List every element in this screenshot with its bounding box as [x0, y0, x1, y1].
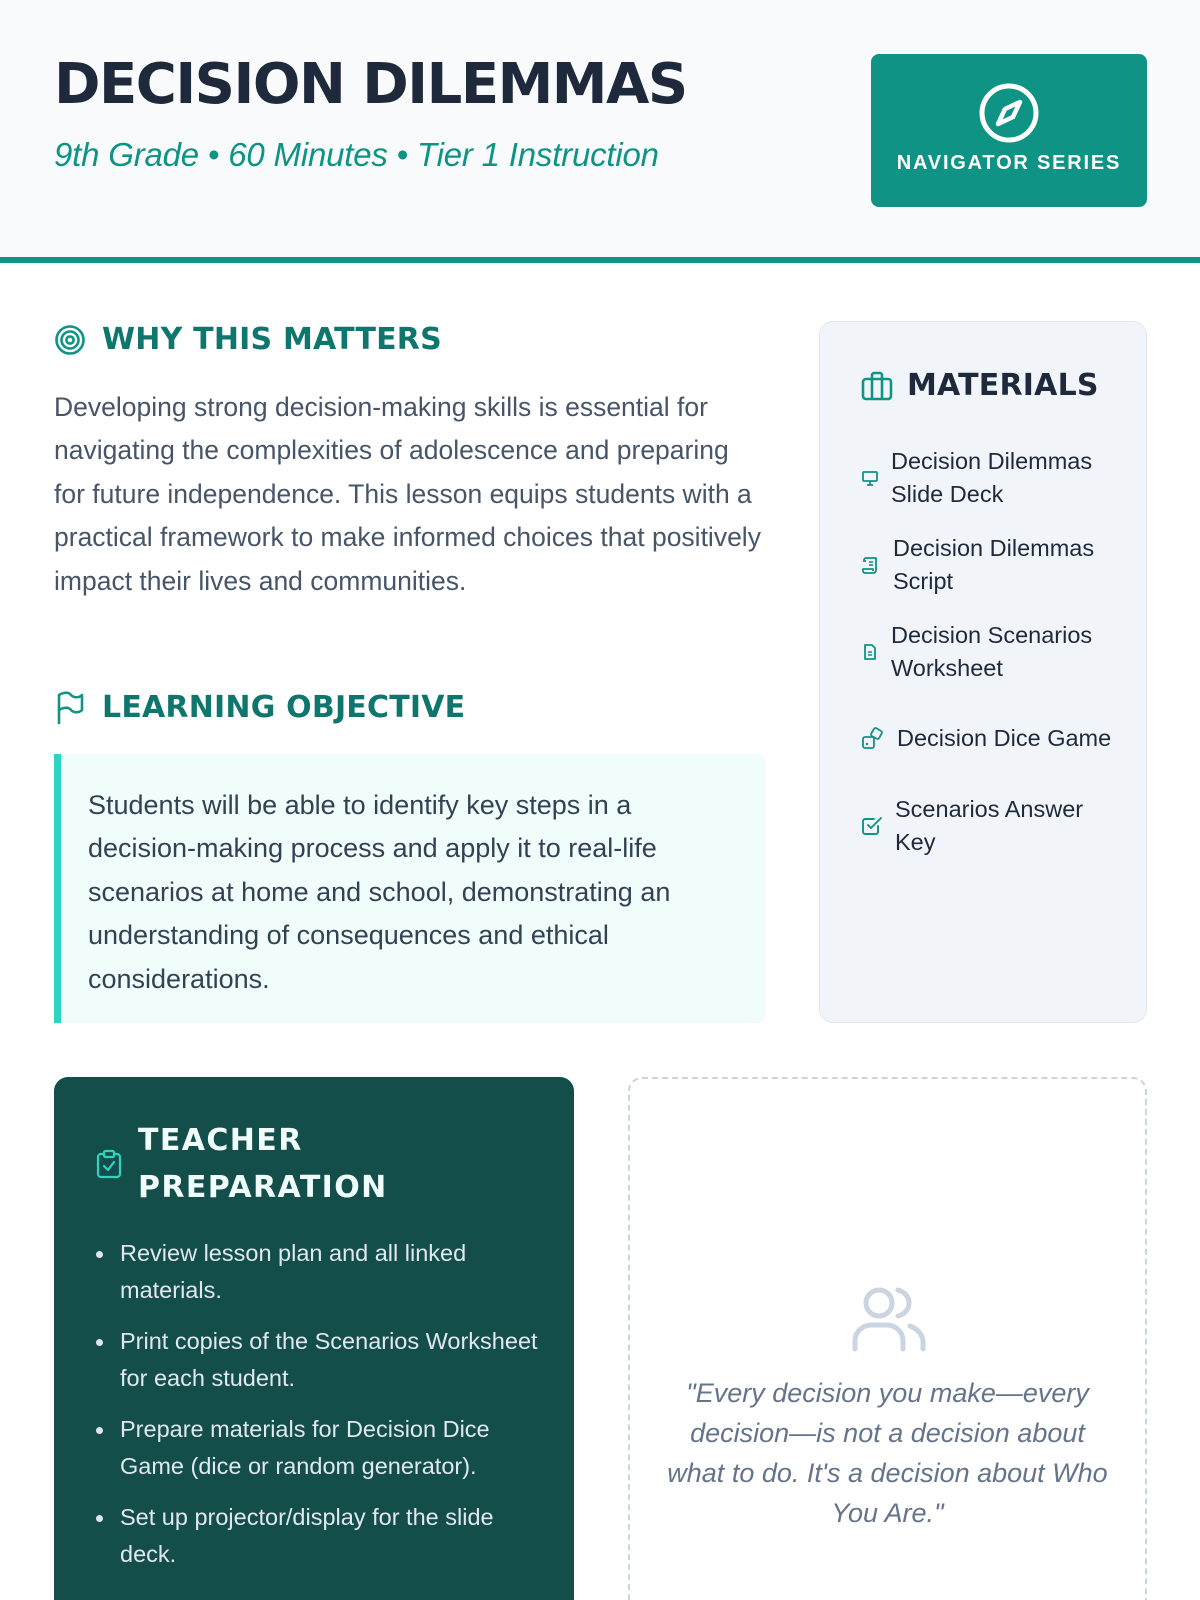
prep-item: Set up projector/display for the slide deck. — [120, 1499, 540, 1573]
prep-item: Review lesson plan and all linked materials. — [120, 1235, 540, 1309]
prep-heading — [96, 1117, 458, 1211]
material-item[interactable] — [861, 434, 1121, 521]
objective-heading — [54, 690, 465, 725]
why-body: Developing strong decision-making skills is essential for navigating the complexities of adolescence and preparing for future independence. This lesson equips students with a practical framework to make informed choices that positively impact their lives and communities. — [54, 392, 761, 596]
prep-list — [120, 1235, 540, 1587]
clipboard-check-icon — [96, 1149, 122, 1179]
page-header — [0, 0, 1200, 263]
materials-panel — [819, 321, 1147, 1023]
material-label: Decision Dilemmas Slide Deck — [891, 447, 1093, 507]
material-label: Decision Dice Game — [897, 725, 1112, 751]
file-text-icon — [861, 643, 879, 661]
series-badge — [871, 54, 1147, 207]
material-item[interactable] — [861, 521, 1121, 608]
page-title: DECISION DILEMMAS — [54, 52, 687, 117]
why-heading — [54, 322, 442, 357]
quote-text: "Every decision you make—every decision—is not a decision about what to do. It's a decision about Who You Are." — [667, 1378, 1108, 1528]
scroll-icon — [861, 555, 881, 575]
briefcase-icon — [861, 371, 893, 401]
badge-label: NAVIGATOR SERIES — [896, 152, 1122, 174]
materials-heading-text: MATERIALS — [907, 368, 1099, 403]
check-square-icon — [861, 815, 883, 837]
material-item[interactable] — [861, 608, 1121, 695]
presentation-icon — [861, 469, 879, 487]
material-label: Scenarios Answer Key — [895, 795, 1084, 855]
prep-item: Print copies of the Scenarios Worksheet for each student. — [120, 1323, 540, 1397]
users-icon — [852, 1283, 926, 1353]
prep-item: Prepare materials for Decision Dice Game (dice or random generator). — [120, 1411, 540, 1485]
material-label: Decision Scenarios Worksheet — [891, 621, 1093, 681]
page-subtitle: 9th Grade • 60 Minutes • Tier 1 Instruction — [54, 136, 659, 173]
material-label: Decision Dilemmas Script — [893, 534, 1095, 594]
materials-heading — [861, 368, 1099, 403]
quote-panel — [628, 1077, 1147, 1600]
compass-icon — [978, 82, 1040, 144]
materials-list — [861, 434, 1121, 869]
flag-icon — [54, 691, 86, 725]
target-icon — [54, 324, 86, 356]
material-item[interactable] — [861, 695, 1121, 782]
objective-callout — [54, 754, 766, 1023]
teacher-prep-panel — [54, 1077, 574, 1600]
dice-icon — [861, 727, 885, 751]
why-heading-text: WHY THIS MATTERS — [102, 322, 442, 357]
prep-heading-text: TEACHER PREPARATION — [138, 1123, 388, 1205]
objective-heading-text: LEARNING OBJECTIVE — [102, 690, 466, 725]
material-item[interactable] — [861, 782, 1121, 869]
objective-body: Students will be able to identify key steps in a decision-making process and apply it to real-life scenarios at home and school, demonstrating an understanding of consequences and ethical considerations. — [88, 790, 671, 994]
